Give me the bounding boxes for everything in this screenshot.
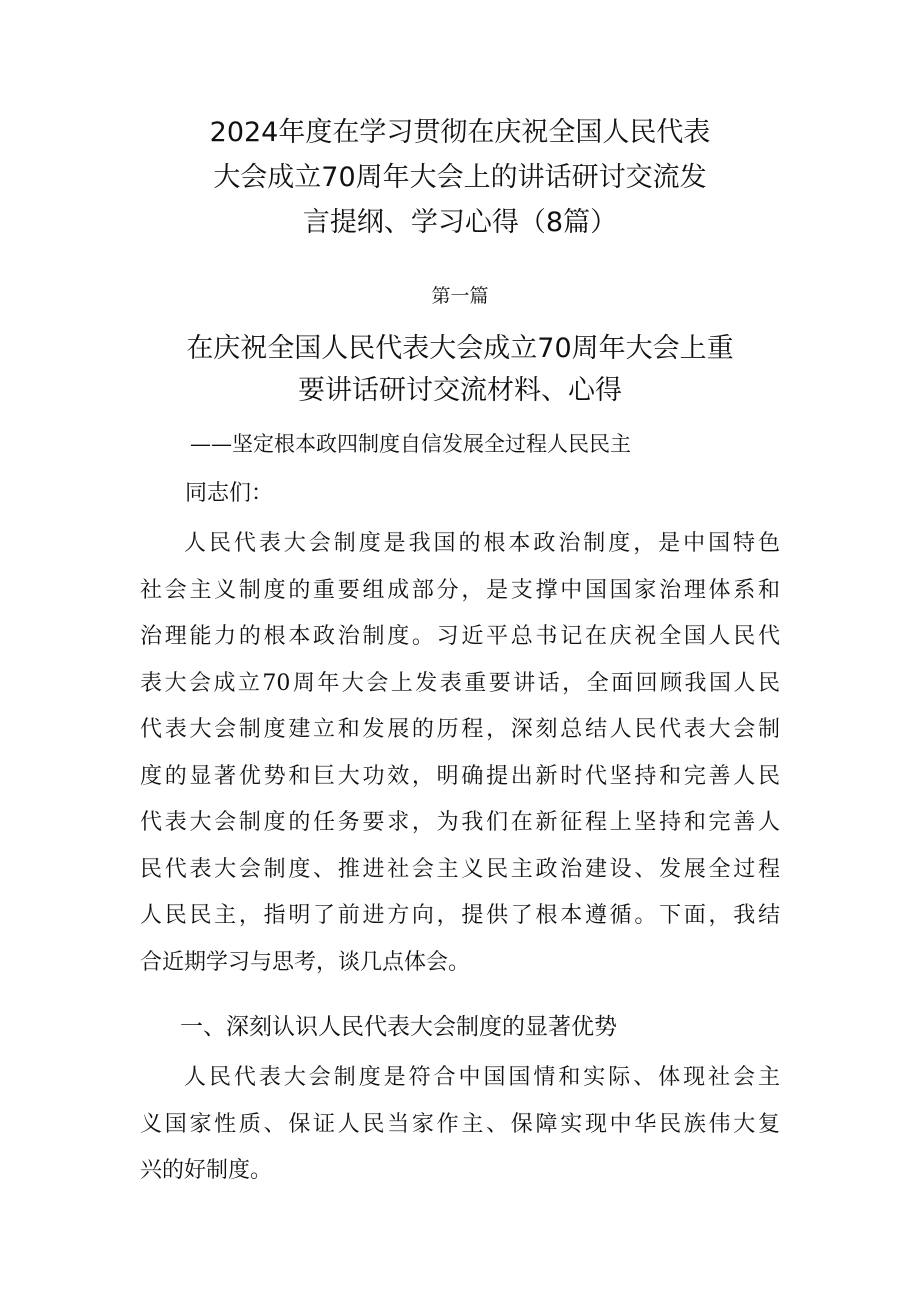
part-label: 第一篇	[431, 285, 489, 307]
paragraph-line: 治理能力的根本政治制度。习近平总书记在庆祝全国人民代	[140, 624, 780, 649]
title-line: 2024年度在学习贯彻在庆祝全国人民代表	[209, 117, 711, 148]
paragraph-line: 兴的好制度。	[140, 1158, 273, 1183]
part-title-line: 要讲话研讨交流材料、心得	[298, 375, 622, 406]
part-title	[140, 328, 780, 412]
paragraph-line: 度的显著优势和巨大功效，明确提出新时代坚持和完善人民	[140, 763, 780, 789]
paragraph-line: 人民代表大会制度是我国的根本政治制度，是中国特色	[184, 531, 780, 556]
document-title	[140, 110, 780, 245]
title-line: 大会成立70周年大会上的讲话研讨交流发	[213, 162, 707, 193]
paragraph-line: 民代表大会制度、推进社会主义民主政治建设、发展全过程	[140, 856, 780, 882]
paragraph-line: 社会主义制度的重要组成部分，是支撑中国国家治理体系和	[140, 577, 780, 603]
section-heading: 一、深刻认识人民代表大会制度的显著优势	[180, 1014, 617, 1040]
paragraph-line: 表大会成立70周年大会上发表重要讲话，全面回顾我国人民	[140, 670, 780, 696]
salutation: 同志们：	[185, 481, 274, 506]
paragraph-line: 人民民主，指明了前进方向，提供了根本遵循。下面，我结	[140, 903, 780, 928]
paragraph-line: 代表大会制度的任务要求，为我们在新征程上坚持和完善人	[140, 810, 780, 835]
body-paragraph	[140, 521, 780, 986]
part-title-line: 在庆祝全国人民代表大会成立70周年大会上重	[186, 333, 734, 364]
body-paragraph	[140, 1055, 780, 1195]
paragraph-line: 义国家性质、保证人民当家作主、保障实现中华民族伟大复	[140, 1111, 780, 1137]
subtitle: ——坚定根本政四制度自信发展全过程人民民主	[190, 432, 631, 456]
title-line: 言提纲、学习心得（8篇）	[302, 207, 618, 238]
paragraph-line: 代表大会制度建立和发展的历程，深刻总结人民代表大会制	[140, 717, 780, 742]
paragraph-line: 人民代表大会制度是符合中国国情和实际、体现社会主	[184, 1065, 780, 1090]
paragraph-line: 合近期学习与思考，谈几点体会。	[140, 949, 471, 975]
